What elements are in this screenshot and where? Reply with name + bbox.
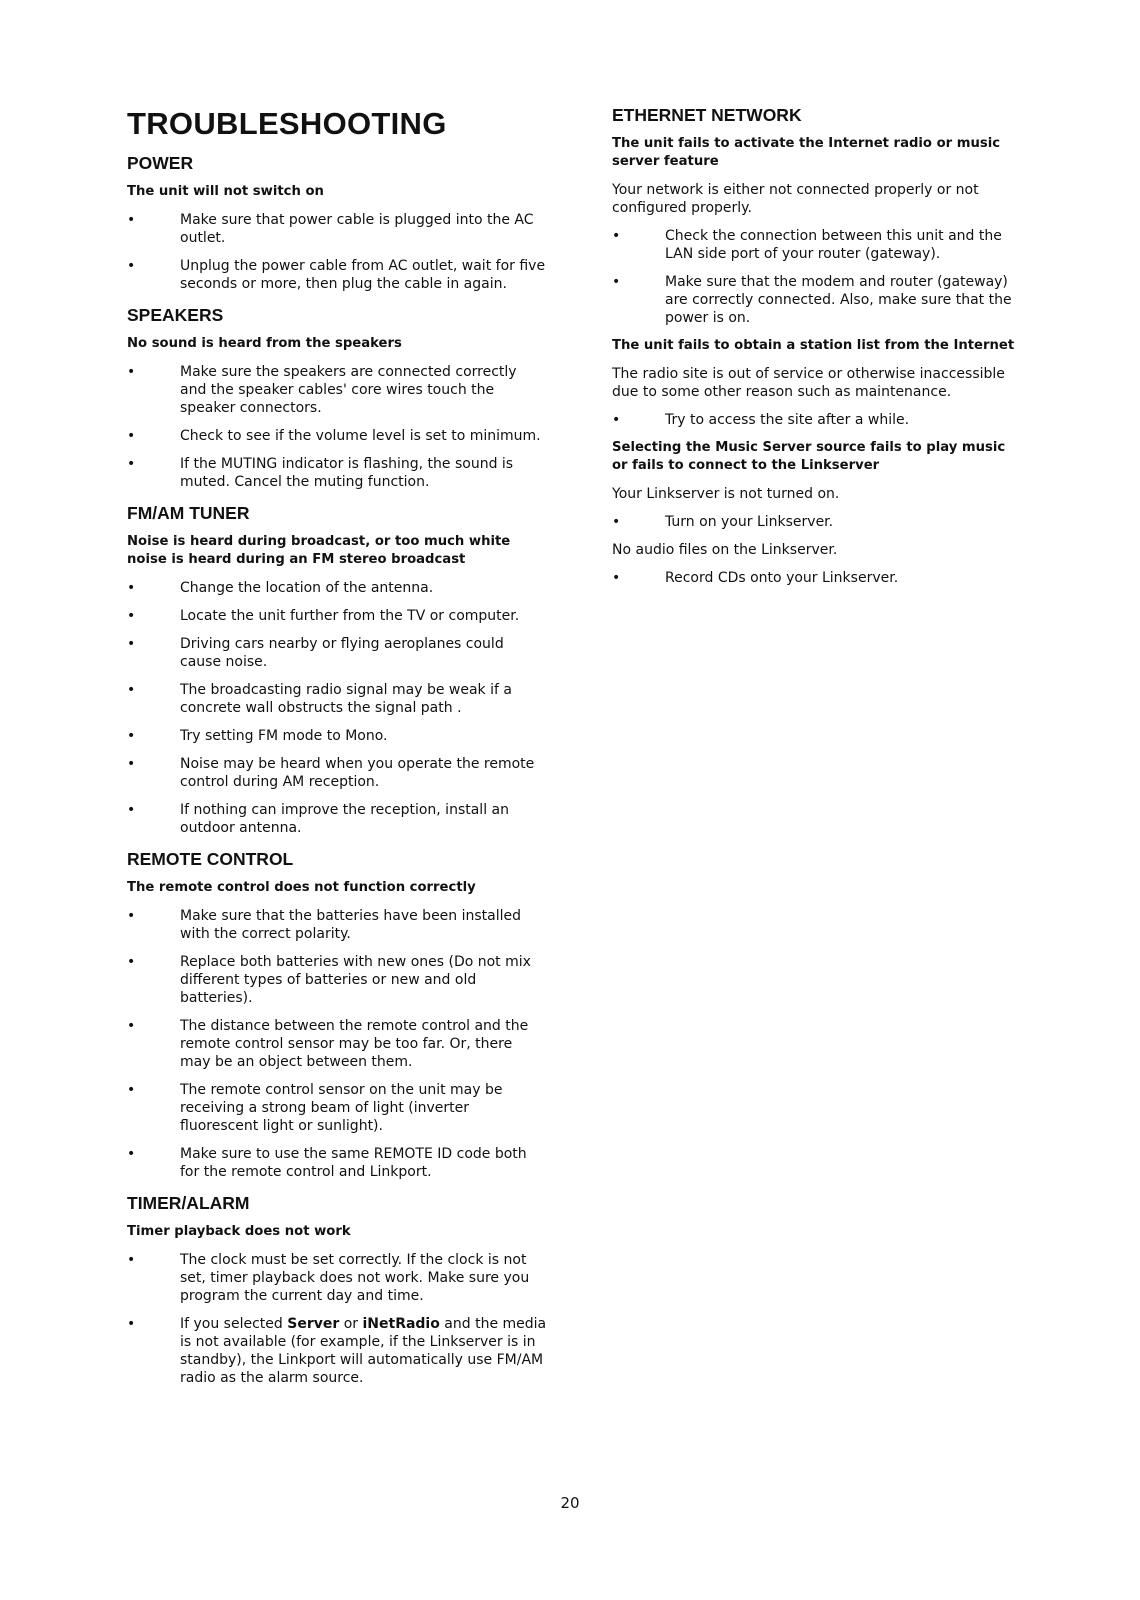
- cause-text: No audio files on the Linkserver.: [612, 542, 838, 558]
- bullet: •: [127, 1252, 136, 1268]
- list-item: • Check the connection between this unit and the LAN side port of your router (gateway).: [612, 228, 1002, 262]
- solution-list: [612, 227, 1022, 327]
- section-heading-ethernet: ETHERNET NETWORK: [612, 105, 802, 125]
- bold-term: Server: [287, 1316, 340, 1332]
- list-item: • Turn on your Linkserver.: [612, 514, 834, 530]
- problem-title: No sound is heard from the speakers: [127, 336, 402, 351]
- bullet: •: [127, 1082, 136, 1098]
- list-item: • Noise may be heard when you operate the remote control during AM reception.: [127, 756, 535, 790]
- problem-title: The unit fails to activate the Internet radio or music server feature: [612, 136, 1001, 169]
- list-item: • Driving cars nearby or flying aeroplanes could cause noise.: [127, 636, 504, 670]
- bullet: •: [127, 258, 136, 274]
- bullet: •: [127, 364, 136, 380]
- solution-list: [612, 513, 1022, 531]
- section-heading-power: POWER: [127, 153, 194, 173]
- list-item: • Unplug the power cable from AC outlet, wait for five seconds or more, then plug the cable in again.: [127, 258, 546, 292]
- bullet: •: [127, 608, 136, 624]
- bullet: •: [127, 756, 136, 772]
- page-title: TROUBLESHOOTING: [127, 106, 447, 141]
- section-heading-timer-alarm: TIMER/ALARM: [127, 1193, 250, 1213]
- bullet: •: [127, 1146, 136, 1162]
- section-heading-speakers: SPEAKERS: [127, 305, 224, 325]
- list-item: • The broadcasting radio signal may be weak if a concrete wall obstructs the signal path .: [127, 682, 512, 716]
- solution-list: [127, 363, 547, 491]
- problem-title: The unit will not switch on: [127, 184, 324, 199]
- solution-list: [127, 579, 547, 837]
- solution-list: [127, 211, 547, 293]
- bullet: •: [612, 570, 621, 586]
- list-item: • If nothing can improve the reception, install an outdoor antenna.: [127, 802, 509, 836]
- list-item: • Check to see if the volume level is set to minimum.: [127, 428, 541, 444]
- list-item: • If the MUTING indicator is flashing, the sound is muted. Cancel the muting function.: [127, 456, 514, 490]
- page-number: 20: [560, 1494, 580, 1512]
- problem-title: Timer playback does not work: [127, 1224, 351, 1239]
- problem-title: Selecting the Music Server source fails to play music or fails to connect to the Linkserver: [612, 440, 1006, 473]
- bullet: •: [612, 228, 621, 244]
- list-item: • Make sure that the batteries have been installed with the correct polarity.: [127, 908, 522, 942]
- cause-text: Your network is either not connected properly or not configured properly.: [612, 182, 979, 216]
- list-item: • Change the location of the antenna.: [127, 580, 434, 596]
- list-item: • Make sure to use the same REMOTE ID code both for the remote control and Linkport.: [127, 1146, 527, 1180]
- left-column: [127, 95, 547, 1397]
- solution-list: [127, 1251, 547, 1387]
- section-heading-tuner: FM/AM TUNER: [127, 503, 250, 523]
- list-item: • Make sure that power cable is plugged into the AC outlet.: [127, 212, 534, 246]
- bullet: •: [127, 212, 136, 228]
- cause-text: Your Linkserver is not turned on.: [612, 486, 840, 502]
- list-item: • Try setting FM mode to Mono.: [127, 728, 388, 744]
- list-item: • If you selected Server or iNetRadio and the media is not available (for example, if the Linkserver is in standby), the Linkport will automatically use FM/AM radio as the alarm source.: [127, 1316, 547, 1386]
- bullet: •: [127, 728, 136, 744]
- bullet: •: [127, 802, 136, 818]
- problem-title: Noise is heard during broadcast, or too much white noise is heard during an FM stereo broadcast: [127, 534, 511, 567]
- list-item: • The remote control sensor on the unit may be receiving a strong beam of light (inverter fluorescent light or sunlight).: [127, 1082, 503, 1134]
- bullet: •: [127, 908, 136, 924]
- bullet: •: [612, 412, 621, 428]
- bullet: •: [127, 954, 136, 970]
- list-item: • Record CDs onto your Linkserver.: [612, 570, 899, 586]
- problem-title: The remote control does not function correctly: [127, 880, 476, 895]
- list-item: • Replace both batteries with new ones (Do not mix different types of batteries or new and old batteries).: [127, 954, 531, 1006]
- list-item: • The distance between the remote control and the remote control sensor may be too far. Or, there may be an object between them.: [127, 1018, 529, 1070]
- list-item: • Locate the unit further from the TV or computer.: [127, 608, 520, 624]
- bullet: •: [127, 682, 136, 698]
- bullet: •: [127, 456, 136, 472]
- list-item: • The clock must be set correctly. If the clock is not set, timer playback does not work. Make sure you program the current day and time.: [127, 1252, 530, 1304]
- cause-text: The radio site is out of service or otherwise inaccessible due to some other reason such as maintenance.: [612, 366, 1005, 400]
- solution-list: [612, 569, 1022, 587]
- solution-list: [127, 907, 547, 1181]
- problem-title: The unit fails to obtain a station list from the Internet: [612, 338, 1015, 353]
- bullet: •: [127, 580, 136, 596]
- bullet: •: [612, 514, 621, 530]
- right-column: [612, 95, 1022, 597]
- list-item: • Make sure the speakers are connected correctly and the speaker cables' core wires touch the speaker connectors.: [127, 364, 517, 416]
- bullet: •: [127, 1316, 136, 1332]
- bullet: •: [127, 636, 136, 652]
- list-item: • Make sure that the modem and router (gateway) are correctly connected. Also, make sure that the power is on.: [612, 274, 1012, 326]
- bullet: •: [127, 1018, 136, 1034]
- list-item: • Try to access the site after a while.: [612, 412, 910, 428]
- solution-list: [612, 411, 1022, 429]
- bullet: •: [612, 274, 621, 290]
- bullet: •: [127, 428, 136, 444]
- bold-term: iNetRadio: [362, 1316, 440, 1332]
- section-heading-remote-control: REMOTE CONTROL: [127, 849, 294, 869]
